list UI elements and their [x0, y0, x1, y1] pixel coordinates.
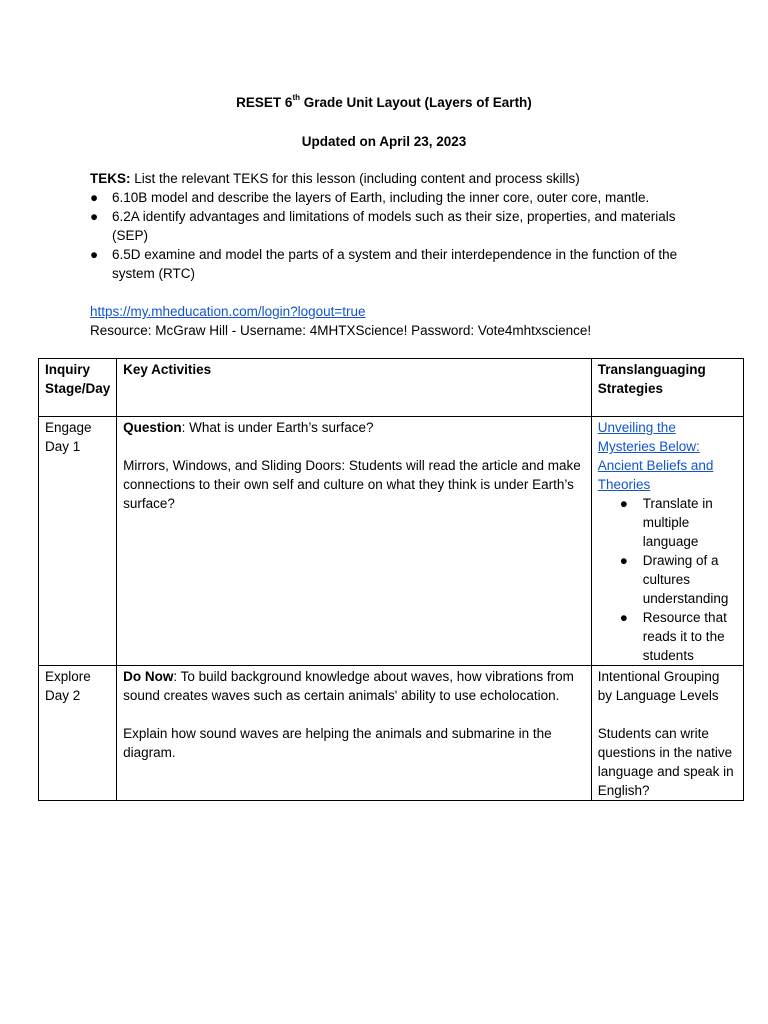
unit-table	[38, 358, 744, 801]
teks-item	[90, 188, 690, 207]
teks-item-text: 6.10B model and describe the layers of Earth, including the inner core, outer core, mantle.	[112, 190, 650, 205]
teks-intro-text: List the relevant TEKS for this lesson (including content and process skills)	[130, 171, 580, 186]
strategy-item-text: Translate in multiple language	[642, 496, 713, 549]
bullet-icon: ●	[619, 610, 628, 625]
strategy-list	[598, 494, 737, 665]
teks-item-text: 6.5D examine and model the parts of a system and their interdependence in the function of the system (RTC)	[112, 247, 678, 281]
list-item	[598, 608, 737, 665]
activity-label: Do Now	[123, 669, 174, 684]
header-translanguaging: Translanguaging Strategies	[591, 359, 743, 417]
table-row	[39, 417, 744, 666]
title-superscript: th	[292, 92, 301, 102]
teks-label: TEKS:	[90, 171, 131, 186]
strategy-item-text: Drawing of a cultures understanding	[642, 553, 729, 606]
activity-label: Question	[123, 420, 182, 435]
teks-item-text: 6.2A identify advantages and limitations of models such as their size, properties, and materials (SEP)	[112, 209, 676, 243]
table-header-row	[39, 359, 744, 417]
list-item	[598, 551, 737, 608]
activity-question-text: : To build background knowledge about waves, how vibrations from sound creates waves such as certain animals' ability to use echolocation.	[123, 669, 574, 703]
strategy-cell	[591, 417, 743, 666]
strategy-text: Students can write questions in the native language and speak in English?	[597, 726, 734, 798]
title-text-rest: Grade Unit Layout (Layers of Earth)	[300, 95, 532, 110]
bullet-icon: ●	[619, 496, 628, 511]
table-row	[39, 666, 744, 801]
bullet-icon: ●	[90, 190, 99, 205]
activity-body: Explain how sound waves are helping the animals and submarine in the diagram.	[123, 726, 552, 760]
resource-credentials: Resource: McGraw Hill - Username: 4MHTXScience! Password: Vote4mhtxscience!	[90, 323, 592, 338]
activity-body: Mirrors, Windows, and Sliding Doors: Students will read the article and make connections to their own self and culture on what they think is under Earth’s surface?	[123, 458, 581, 511]
document-title	[0, 93, 768, 112]
title-text: RESET 6	[236, 95, 293, 110]
header-inquiry-stage: Inquiry Stage/Day	[39, 359, 117, 417]
activity-question	[123, 667, 585, 705]
activity-cell	[117, 417, 592, 666]
strategy-item-text: Resource that reads it to the students	[642, 610, 727, 663]
strategy-text: Intentional Grouping by Language Levels	[597, 669, 720, 703]
teks-section	[90, 169, 690, 283]
activity-question	[123, 418, 585, 437]
bullet-icon: ●	[619, 553, 628, 568]
strategy-cell	[591, 666, 743, 801]
teks-item	[90, 207, 690, 245]
teks-intro	[90, 169, 690, 188]
unveiling-mysteries-link[interactable]: Unveiling the Mysteries Below: Ancient Beliefs and Theories	[597, 420, 714, 492]
teks-list	[90, 188, 690, 283]
list-item	[598, 494, 737, 551]
teks-item	[90, 245, 690, 283]
stage-cell: Engage Day 1	[39, 417, 117, 666]
bullet-icon: ●	[90, 247, 99, 262]
stage-cell: Explore Day 2	[39, 666, 117, 801]
bullet-icon: ●	[90, 209, 99, 224]
activity-cell	[117, 666, 592, 801]
activity-question-text: : What is under Earth’s surface?	[181, 420, 374, 435]
header-key-activities: Key Activities	[117, 359, 592, 417]
updated-date: Updated on April 23, 2023	[301, 134, 467, 149]
mheducation-login-link[interactable]: https://my.mheducation.com/login?logout=true	[90, 304, 366, 319]
